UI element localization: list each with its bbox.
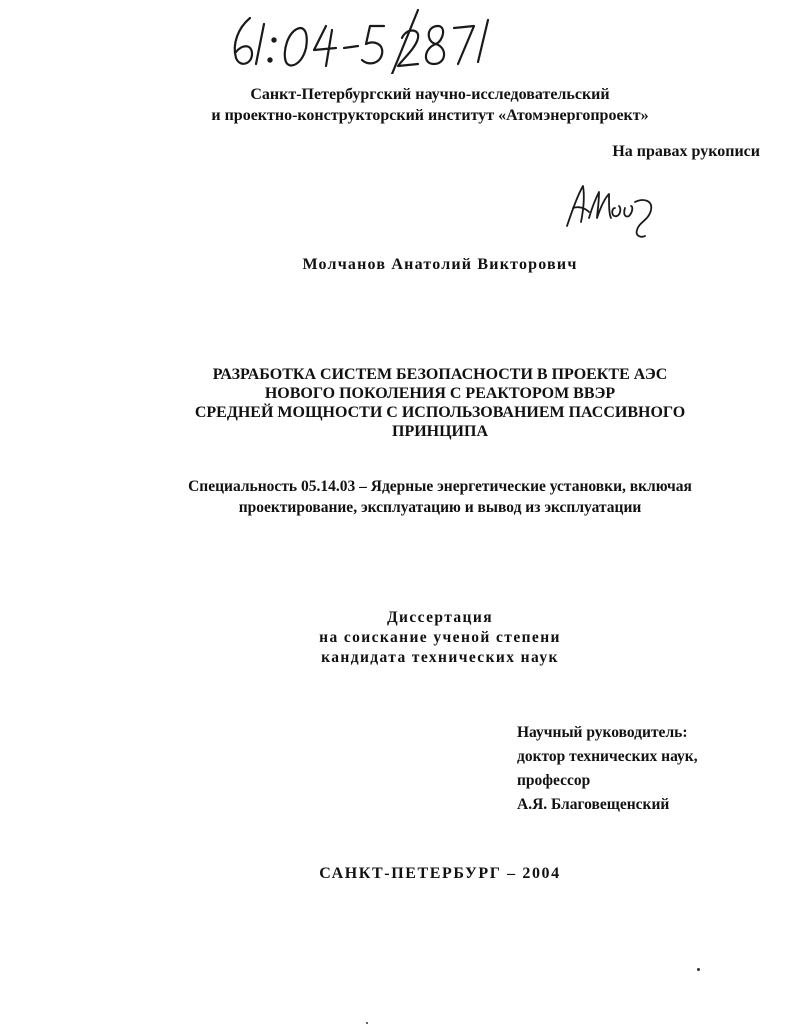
rights-note: На правах рукописи [612, 143, 760, 160]
specialty-line: проектирование, эксплуатацию и вывод из эксплуатации [238, 499, 642, 516]
institute-line: Санкт-Петербургский научно-исследовательский [250, 86, 610, 103]
supervisor-line: доктор технических наук, [517, 748, 698, 765]
dissertation-title [150, 365, 730, 441]
degree-line: на соискание ученой степени [319, 629, 561, 646]
handwritten-archive-mark [222, 4, 502, 74]
author-signature [553, 178, 673, 240]
archive-mark-drawing [222, 4, 502, 74]
supervisor-line: Научный руководитель: [517, 724, 688, 741]
title-line: СРЕДНЕЙ МОЩНОСТИ С ИСПОЛЬЗОВАНИЕМ ПАССИВНОГО [194, 404, 686, 421]
institute-name [120, 84, 740, 126]
scan-speck [697, 968, 700, 971]
title-line: ПРИНЦИПА [392, 423, 488, 440]
degree-line: Диссертация [386, 609, 494, 626]
scan-speck [366, 1022, 368, 1024]
specialty-line: Специальность 05.14.03 – Ядерные энергетические установки, включая [188, 478, 692, 495]
city-year: САНКТ-ПЕТЕРБУРГ – 2004 [319, 865, 561, 882]
specialty [140, 476, 740, 518]
degree-statement [190, 608, 690, 668]
institute-line: и проектно-конструкторский институт «Атомэнергопроект» [211, 107, 649, 124]
degree-line: кандидата технических наук [321, 649, 559, 666]
title-line: НОВОГО ПОКОЛЕНИЯ С РЕАКТОРОМ ВВЭР [264, 385, 616, 402]
signature-drawing [553, 178, 673, 240]
author-name: Молчанов Анатолий Викторович [302, 256, 578, 273]
supervisor-line: профессор [517, 772, 591, 789]
title-line: РАЗРАБОТКА СИСТЕМ БЕЗОПАСНОСТИ В ПРОЕКТЕ АЭС [212, 366, 668, 383]
scientific-supervisor [517, 721, 777, 817]
supervisor-line: А.Я. Благовещенский [517, 796, 670, 813]
